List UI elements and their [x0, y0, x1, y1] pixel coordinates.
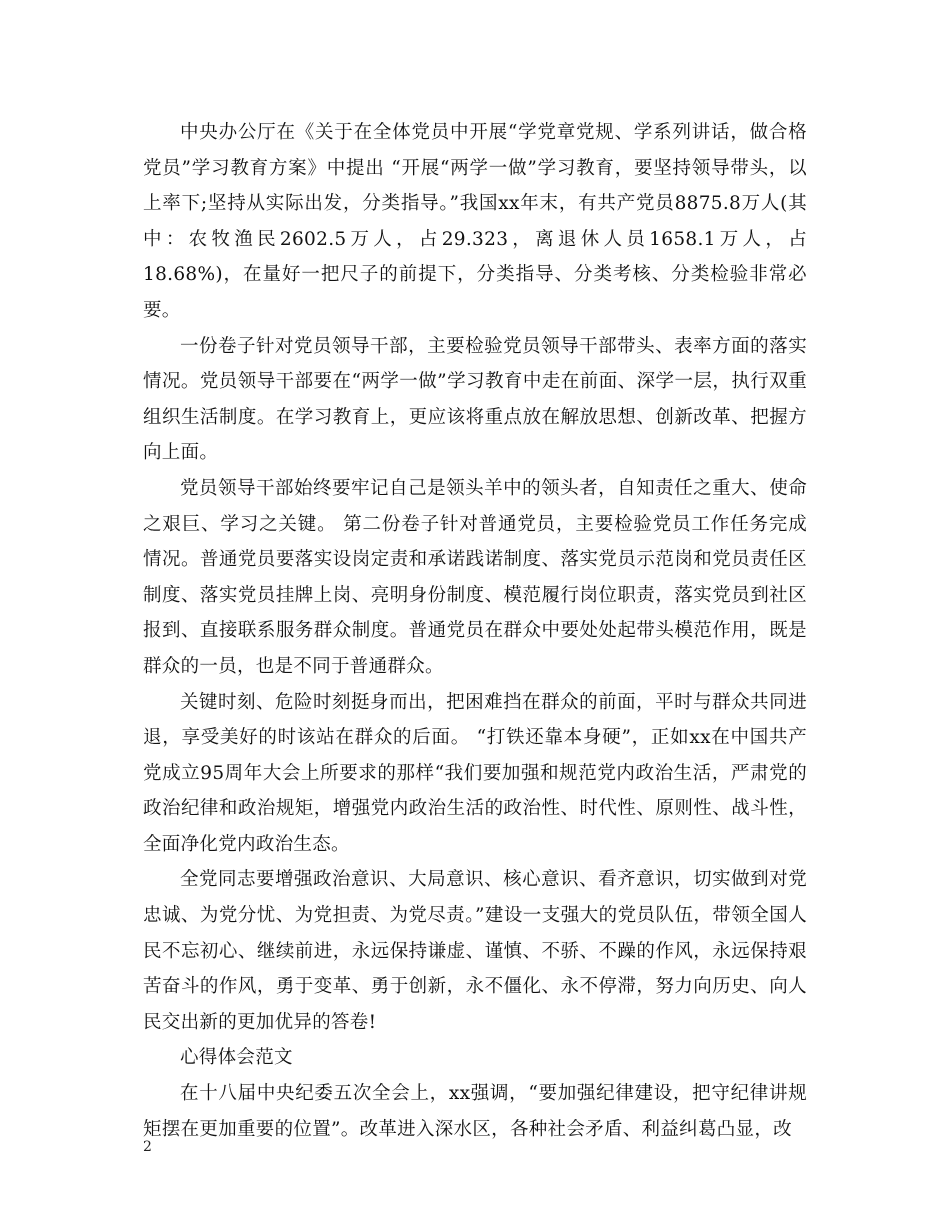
- paragraph-final: 在十八届中央纪委五次全会上，xx强调，“要加强纪律建设，把守纪律讲规矩摆在更加重要的位置”。改革进入深水区，各种社会矛盾、利益纠葛凸显，改: [143, 1083, 807, 1140]
- document-body: [143, 115, 807, 1147]
- paragraph-1: 中央办公厅在《关于在全体党员中开展“学党章党规、学系列讲话，做合格党员”学习教育方案》中提出 “开展“两学一做”学习教育，要坚持领导带头，以上率下;坚持从实际出发，分类指导。”我国xx年末，有共产党员8875.8万人(其中：农牧渔民2602.5万人，占29.323，离退休人员1658.1万人，占18.68%)，在量好一把尺子的前提下，分类指导、分类考核、分类检验非常必要。: [143, 122, 807, 321]
- page-number: 2: [143, 1139, 152, 1155]
- paragraph-5: 全党同志要增强政治意识、大局意识、核心意识、看齐意识，切实做到对党忠诚、为党分忧、为党担责、为党尽责。”建设一支强大的党员队伍，带领全国人民不忘初心、继续前进，永远保持谦虚、谨慎、不骄、不躁的作风，永远保持艰苦奋斗的作风，勇于变革、勇于创新，永不僵化、永不停滞，努力向历史、向人民交出新的更加优异的答卷!: [143, 869, 807, 1033]
- paragraph-4: 关键时刻、危险时刻挺身而出，把困难挡在群众的前面，平时与群众共同进退，享受美好的时该站在群众的后面。 “打铁还靠本身硬”，正如xx在中国共产党成立95周年大会上所要求的那样“我们要加强和规范党内政治生活，严肃党的政治纪律和政治规矩，增强党内政治生活的政治性、时代性、原则性、战斗性，全面净化党内政治生态。: [143, 691, 807, 855]
- section-heading: 心得体会范文: [180, 1047, 293, 1069]
- paragraph-2: 一份卷子针对党员领导干部，主要检验党员领导干部带头、表率方面的落实情况。党员领导干部要在“两学一做”学习教育中走在前面、深学一层，执行双重组织生活制度。在学习教育上，更应该将重点放在解放思想、创新改革、把握方向上面。: [143, 335, 807, 464]
- paragraph-3: 党员领导干部始终要牢记自己是领头羊中的领头者，自知责任之重大、使命之艰巨、学习之关键。 第二份卷子针对普通党员，主要检验党员工作任务完成情况。普通党员要落实设岗定责和承诺践诺制度、落实党员示范岗和党员责任区制度、落实党员挂牌上岗、亮明身份制度、模范履行岗位职责，落实党员到社区报到、直接联系服务群众制度。普通党员在群众中要处处起带头模范作用，既是群众的一员，也是不同于普通群众。: [143, 477, 807, 677]
